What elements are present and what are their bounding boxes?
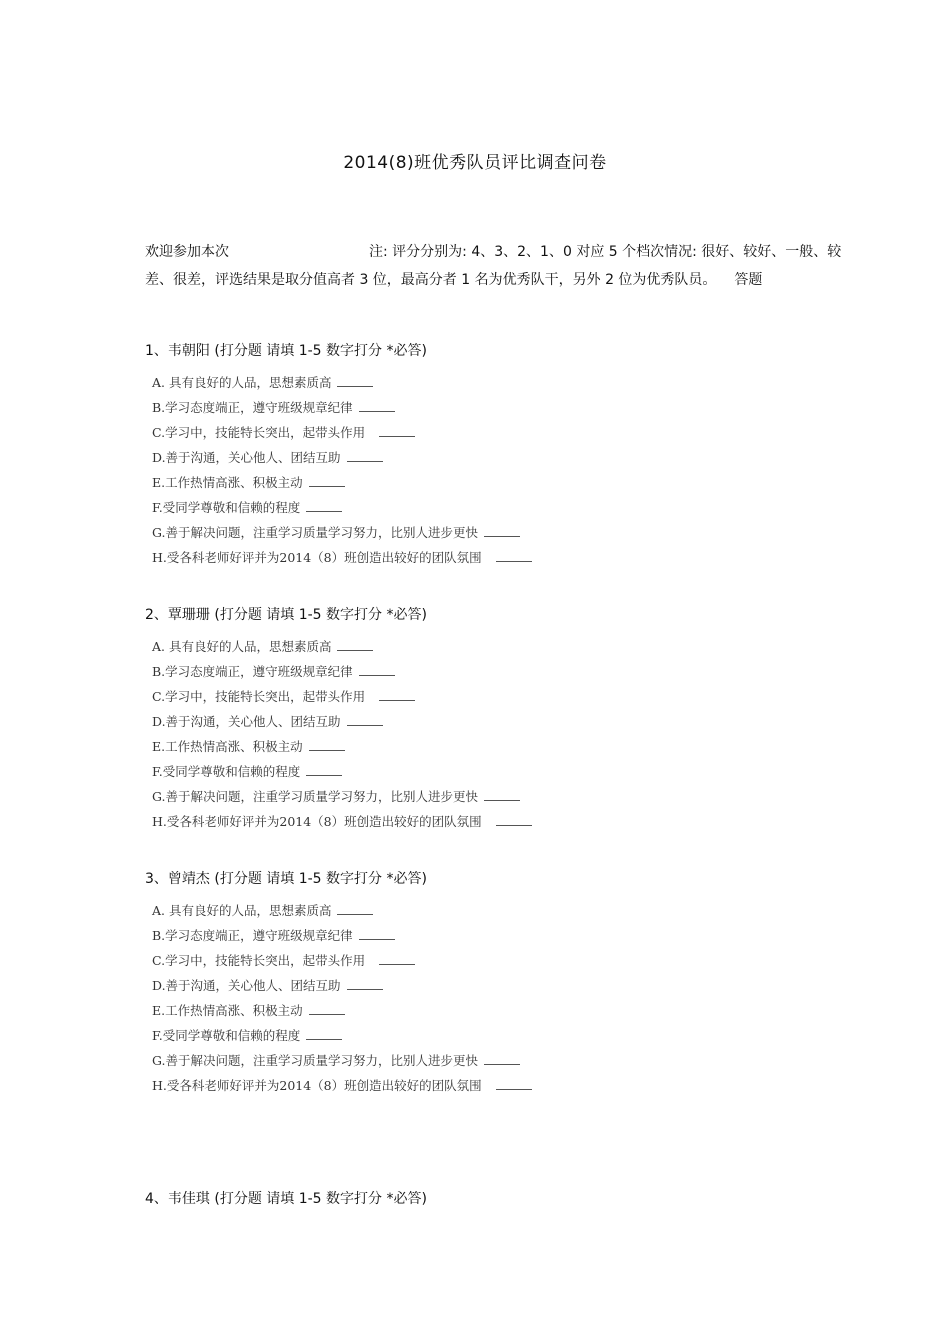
- option-d: D.善于沟通，关心他人、团结互助: [152, 709, 845, 734]
- option-b: B.学习态度端正，遵守班级规章纪律: [152, 923, 845, 948]
- option-e: E.工作热情高涨、积极主动: [152, 998, 845, 1023]
- option-list: [145, 370, 845, 570]
- question-title: 1、韦朝阳 (打分题 请填 1-5 数字打分 *必答): [145, 343, 427, 359]
- option-d: D.善于沟通，关心他人、团结互助: [152, 973, 845, 998]
- option-d: D.善于沟通，关心他人、团结互助: [152, 445, 845, 470]
- score-blank[interactable]: [306, 497, 342, 512]
- intro-note-line1: 注: 评分分别为: 4、3、2、1、0 对应 5 个档次情况: 很好、较好、一般、较: [369, 244, 842, 260]
- score-blank[interactable]: [484, 786, 520, 801]
- score-blank[interactable]: [379, 686, 415, 701]
- intro-answer-word: 答题: [734, 272, 763, 288]
- score-blank[interactable]: [496, 1075, 532, 1090]
- option-a: A. 具有良好的人品，思想素质高: [152, 898, 845, 923]
- intro-paragraph: [145, 238, 842, 294]
- score-blank[interactable]: [309, 472, 345, 487]
- question-2: [145, 604, 845, 834]
- score-blank[interactable]: [306, 1025, 342, 1040]
- score-blank[interactable]: [379, 950, 415, 965]
- score-blank[interactable]: [309, 1000, 345, 1015]
- score-blank[interactable]: [496, 547, 532, 562]
- score-blank[interactable]: [309, 736, 345, 751]
- score-blank[interactable]: [496, 811, 532, 826]
- score-blank[interactable]: [347, 975, 383, 990]
- score-blank[interactable]: [337, 372, 373, 387]
- option-b: B.学习态度端正，遵守班级规章纪律: [152, 395, 845, 420]
- score-blank[interactable]: [347, 447, 383, 462]
- question-4: [145, 1188, 845, 1210]
- option-c: C.学习中，技能特长突出，起带头作用: [152, 420, 845, 445]
- score-blank[interactable]: [359, 397, 395, 412]
- option-h: H.受各科老师好评并为2014（8）班创造出较好的团队氛围: [152, 545, 845, 570]
- question-title: 3、曾靖杰 (打分题 请填 1-5 数字打分 *必答): [145, 871, 427, 887]
- option-h: H.受各科老师好评并为2014（8）班创造出较好的团队氛围: [152, 1073, 845, 1098]
- option-g: G.善于解决问题，注重学习质量学习努力，比别人进步更快: [152, 1048, 845, 1073]
- option-e: E.工作热情高涨、积极主动: [152, 470, 845, 495]
- option-f: F.受同学尊敬和信赖的程度: [152, 495, 845, 520]
- option-a: A. 具有良好的人品，思想素质高: [152, 634, 845, 659]
- score-blank[interactable]: [359, 661, 395, 676]
- option-e: E.工作热情高涨、积极主动: [152, 734, 845, 759]
- score-blank[interactable]: [337, 636, 373, 651]
- score-blank[interactable]: [337, 900, 373, 915]
- score-blank[interactable]: [306, 761, 342, 776]
- question-title: 2、覃珊珊 (打分题 请填 1-5 数字打分 *必答): [145, 607, 427, 623]
- option-list: [145, 634, 845, 834]
- question-3: [145, 868, 845, 1098]
- score-blank[interactable]: [484, 522, 520, 537]
- option-list: [145, 898, 845, 1098]
- intro-note-line2: 差、很差，评选结果是取分值高者 3 位，最高分者 1 名为优秀队干，另外 2 位为优秀队员。: [145, 272, 717, 288]
- option-f: F.受同学尊敬和信赖的程度: [152, 1023, 845, 1048]
- score-blank[interactable]: [359, 925, 395, 940]
- option-f: F.受同学尊敬和信赖的程度: [152, 759, 845, 784]
- page-title: 2014(8)班优秀队员评比调查问卷: [343, 153, 607, 173]
- option-c: C.学习中，技能特长突出，起带头作用: [152, 948, 845, 973]
- question-1: [145, 340, 845, 570]
- option-h: H.受各科老师好评并为2014（8）班创造出较好的团队氛围: [152, 809, 845, 834]
- intro-welcome: 欢迎参加本次: [145, 244, 229, 260]
- option-a: A. 具有良好的人品，思想素质高: [152, 370, 845, 395]
- option-g: G.善于解决问题，注重学习质量学习努力，比别人进步更快: [152, 784, 845, 809]
- option-c: C.学习中，技能特长突出，起带头作用: [152, 684, 845, 709]
- score-blank[interactable]: [379, 422, 415, 437]
- question-title: 4、韦佳琪 (打分题 请填 1-5 数字打分 *必答): [145, 1191, 427, 1207]
- score-blank[interactable]: [347, 711, 383, 726]
- option-b: B.学习态度端正，遵守班级规章纪律: [152, 659, 845, 684]
- score-blank[interactable]: [484, 1050, 520, 1065]
- option-g: G.善于解决问题，注重学习质量学习努力，比别人进步更快: [152, 520, 845, 545]
